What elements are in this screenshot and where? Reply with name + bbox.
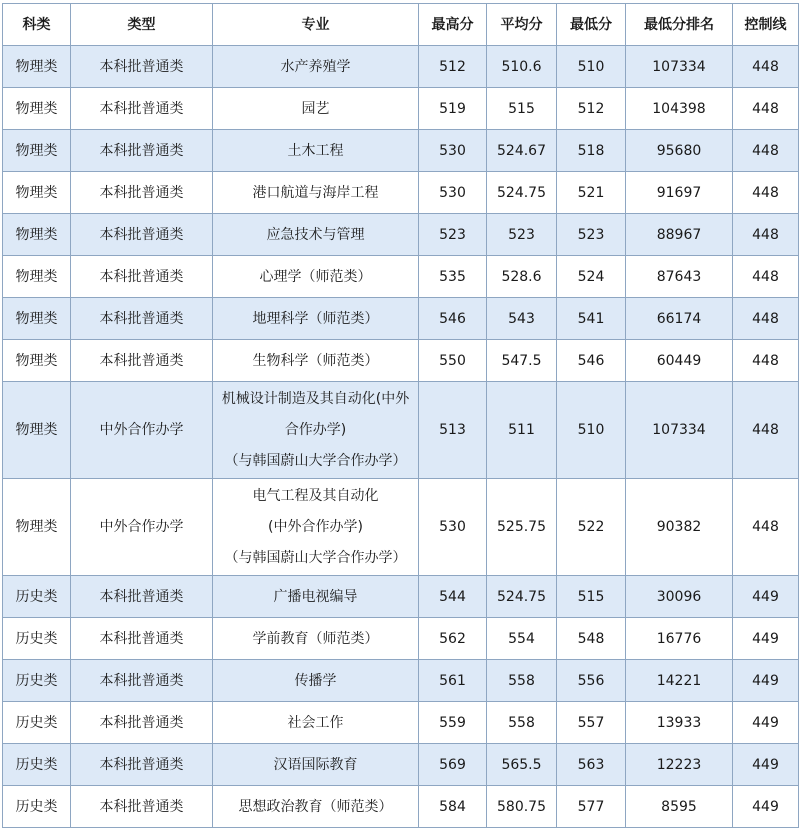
cell-major [213,88,419,130]
cell-min-score: 515 [557,576,626,618]
table-row [3,618,799,660]
cell-min-score: 510 [557,382,626,479]
cell-avg-score: 525.75 [487,479,557,576]
cell-major [213,660,419,702]
table-row [3,382,799,479]
cell-type: 本科批普通类 [71,298,213,340]
cell-type: 本科批普通类 [71,256,213,298]
table-row [3,744,799,786]
cell-avg-score: 523 [487,214,557,256]
cell-subject: 历史类 [3,576,71,618]
cell-min-rank: 104398 [626,88,733,130]
cell-major [213,256,419,298]
cell-control-line: 449 [733,618,799,660]
cell-control-line: 448 [733,46,799,88]
cell-control-line: 448 [733,298,799,340]
cell-min-rank: 88967 [626,214,733,256]
cell-subject: 物理类 [3,172,71,214]
header-min-rank: 最低分排名 [626,4,733,46]
cell-control-line: 448 [733,382,799,479]
cell-avg-score: 528.6 [487,256,557,298]
cell-avg-score: 554 [487,618,557,660]
cell-avg-score: 580.75 [487,786,557,828]
cell-control-line: 449 [733,660,799,702]
cell-min-score: 563 [557,744,626,786]
cell-subject: 历史类 [3,744,71,786]
cell-type: 本科批普通类 [71,744,213,786]
major-line: （与韩国蔚山大学合作办学） [224,549,407,566]
cell-max-score: 562 [419,618,487,660]
cell-min-score: 577 [557,786,626,828]
table-row [3,786,799,828]
table-row [3,130,799,172]
major-line: 生物科学（师范类） [252,352,379,369]
cell-type: 本科批普通类 [71,46,213,88]
cell-subject: 物理类 [3,256,71,298]
cell-type: 本科批普通类 [71,576,213,618]
table-row [3,479,799,576]
cell-avg-score: 547.5 [487,340,557,382]
header-type: 类型 [71,4,213,46]
cell-avg-score: 524.75 [487,172,557,214]
cell-min-score: 541 [557,298,626,340]
cell-max-score: 559 [419,702,487,744]
cell-major [213,172,419,214]
cell-min-rank: 16776 [626,618,733,660]
cell-min-score: 546 [557,340,626,382]
major-line: 广播电视编导 [273,588,358,605]
cell-max-score: 530 [419,479,487,576]
major-line: （与韩国蔚山大学合作办学） [224,452,407,469]
major-line: 学前教育（师范类） [252,630,379,647]
table-row [3,256,799,298]
cell-type: 本科批普通类 [71,660,213,702]
major-line: 传播学 [294,672,337,689]
table-body [3,46,799,828]
cell-max-score: 569 [419,744,487,786]
cell-max-score: 519 [419,88,487,130]
cell-type: 本科批普通类 [71,702,213,744]
header-avg-score: 平均分 [487,4,557,46]
cell-min-rank: 30096 [626,576,733,618]
cell-major [213,130,419,172]
cell-major [213,340,419,382]
cell-min-rank: 95680 [626,130,733,172]
cell-control-line: 449 [733,702,799,744]
cell-type: 本科批普通类 [71,214,213,256]
cell-control-line: 448 [733,256,799,298]
cell-max-score: 513 [419,382,487,479]
cell-control-line: 449 [733,744,799,786]
cell-subject: 历史类 [3,702,71,744]
cell-max-score: 535 [419,256,487,298]
cell-min-rank: 90382 [626,479,733,576]
major-line: 心理学（师范类） [259,268,372,285]
cell-major [213,46,419,88]
cell-subject: 历史类 [3,660,71,702]
cell-min-score: 524 [557,256,626,298]
cell-type: 中外合作办学 [71,382,213,479]
major-line: 水产养殖学 [280,58,351,75]
cell-avg-score: 511 [487,382,557,479]
cell-major [213,298,419,340]
cell-control-line: 448 [733,88,799,130]
major-line: 园艺 [301,100,330,117]
cell-min-rank: 107334 [626,382,733,479]
cell-max-score: 523 [419,214,487,256]
cell-min-rank: 87643 [626,256,733,298]
cell-major [213,576,419,618]
cell-min-rank: 14221 [626,660,733,702]
cell-subject: 物理类 [3,130,71,172]
cell-type: 本科批普通类 [71,618,213,660]
cell-min-score: 521 [557,172,626,214]
major-line: 应急技术与管理 [266,226,365,243]
cell-control-line: 449 [733,786,799,828]
cell-control-line: 448 [733,130,799,172]
cell-subject: 物理类 [3,46,71,88]
cell-max-score: 512 [419,46,487,88]
cell-min-rank: 107334 [626,46,733,88]
cell-min-score: 522 [557,479,626,576]
header-subject: 科类 [3,4,71,46]
cell-avg-score: 510.6 [487,46,557,88]
table-header [3,4,799,46]
cell-avg-score: 558 [487,660,557,702]
cell-subject: 物理类 [3,340,71,382]
major-line: 汉语国际教育 [273,756,358,773]
cell-major [213,214,419,256]
table-row [3,172,799,214]
major-line: 合作办学) [284,421,347,438]
cell-subject: 物理类 [3,479,71,576]
header-major: 专业 [213,4,419,46]
cell-min-rank: 13933 [626,702,733,744]
cell-max-score: 544 [419,576,487,618]
cell-min-rank: 60449 [626,340,733,382]
cell-max-score: 530 [419,130,487,172]
cell-type: 本科批普通类 [71,340,213,382]
cell-major [213,786,419,828]
cell-major [213,702,419,744]
major-line: (中外合作办学) [268,518,363,535]
cell-subject: 物理类 [3,298,71,340]
cell-major [213,618,419,660]
cell-min-rank: 66174 [626,298,733,340]
cell-min-score: 556 [557,660,626,702]
table-row [3,340,799,382]
cell-min-score: 510 [557,46,626,88]
cell-type: 中外合作办学 [71,479,213,576]
major-line: 思想政治教育（师范类） [238,798,393,815]
cell-min-rank: 12223 [626,744,733,786]
table-row [3,46,799,88]
major-line: 地理科学（师范类） [252,310,379,327]
admission-scores-table [2,3,799,828]
cell-major [213,479,419,576]
cell-control-line: 448 [733,479,799,576]
cell-min-rank: 8595 [626,786,733,828]
cell-avg-score: 524.67 [487,130,557,172]
major-line: 港口航道与海岸工程 [252,184,379,201]
major-line: 土木工程 [287,142,344,159]
table-row [3,88,799,130]
cell-avg-score: 558 [487,702,557,744]
cell-subject: 历史类 [3,786,71,828]
cell-min-score: 548 [557,618,626,660]
major-line: 社会工作 [287,714,344,731]
cell-min-score: 512 [557,88,626,130]
cell-max-score: 550 [419,340,487,382]
cell-subject: 物理类 [3,214,71,256]
cell-subject: 物理类 [3,382,71,479]
header-max-score: 最高分 [419,4,487,46]
cell-avg-score: 524.75 [487,576,557,618]
cell-max-score: 530 [419,172,487,214]
cell-type: 本科批普通类 [71,130,213,172]
cell-avg-score: 515 [487,88,557,130]
cell-min-score: 523 [557,214,626,256]
table-row [3,702,799,744]
cell-control-line: 448 [733,172,799,214]
header-control-line: 控制线 [733,4,799,46]
cell-avg-score: 543 [487,298,557,340]
cell-max-score: 561 [419,660,487,702]
cell-min-score: 518 [557,130,626,172]
major-line: 机械设计制造及其自动化(中外 [221,390,410,407]
cell-max-score: 584 [419,786,487,828]
cell-type: 本科批普通类 [71,786,213,828]
table-row [3,214,799,256]
cell-control-line: 449 [733,576,799,618]
cell-max-score: 546 [419,298,487,340]
table-row [3,660,799,702]
cell-subject: 历史类 [3,618,71,660]
cell-major [213,382,419,479]
header-min-score: 最低分 [557,4,626,46]
table-row [3,298,799,340]
cell-avg-score: 565.5 [487,744,557,786]
cell-type: 本科批普通类 [71,88,213,130]
cell-subject: 物理类 [3,88,71,130]
cell-min-score: 557 [557,702,626,744]
table-row [3,576,799,618]
cell-control-line: 448 [733,214,799,256]
cell-major [213,744,419,786]
major-line: 电气工程及其自动化 [252,487,379,504]
cell-control-line: 448 [733,340,799,382]
cell-type: 本科批普通类 [71,172,213,214]
header-row [3,4,799,46]
cell-min-rank: 91697 [626,172,733,214]
